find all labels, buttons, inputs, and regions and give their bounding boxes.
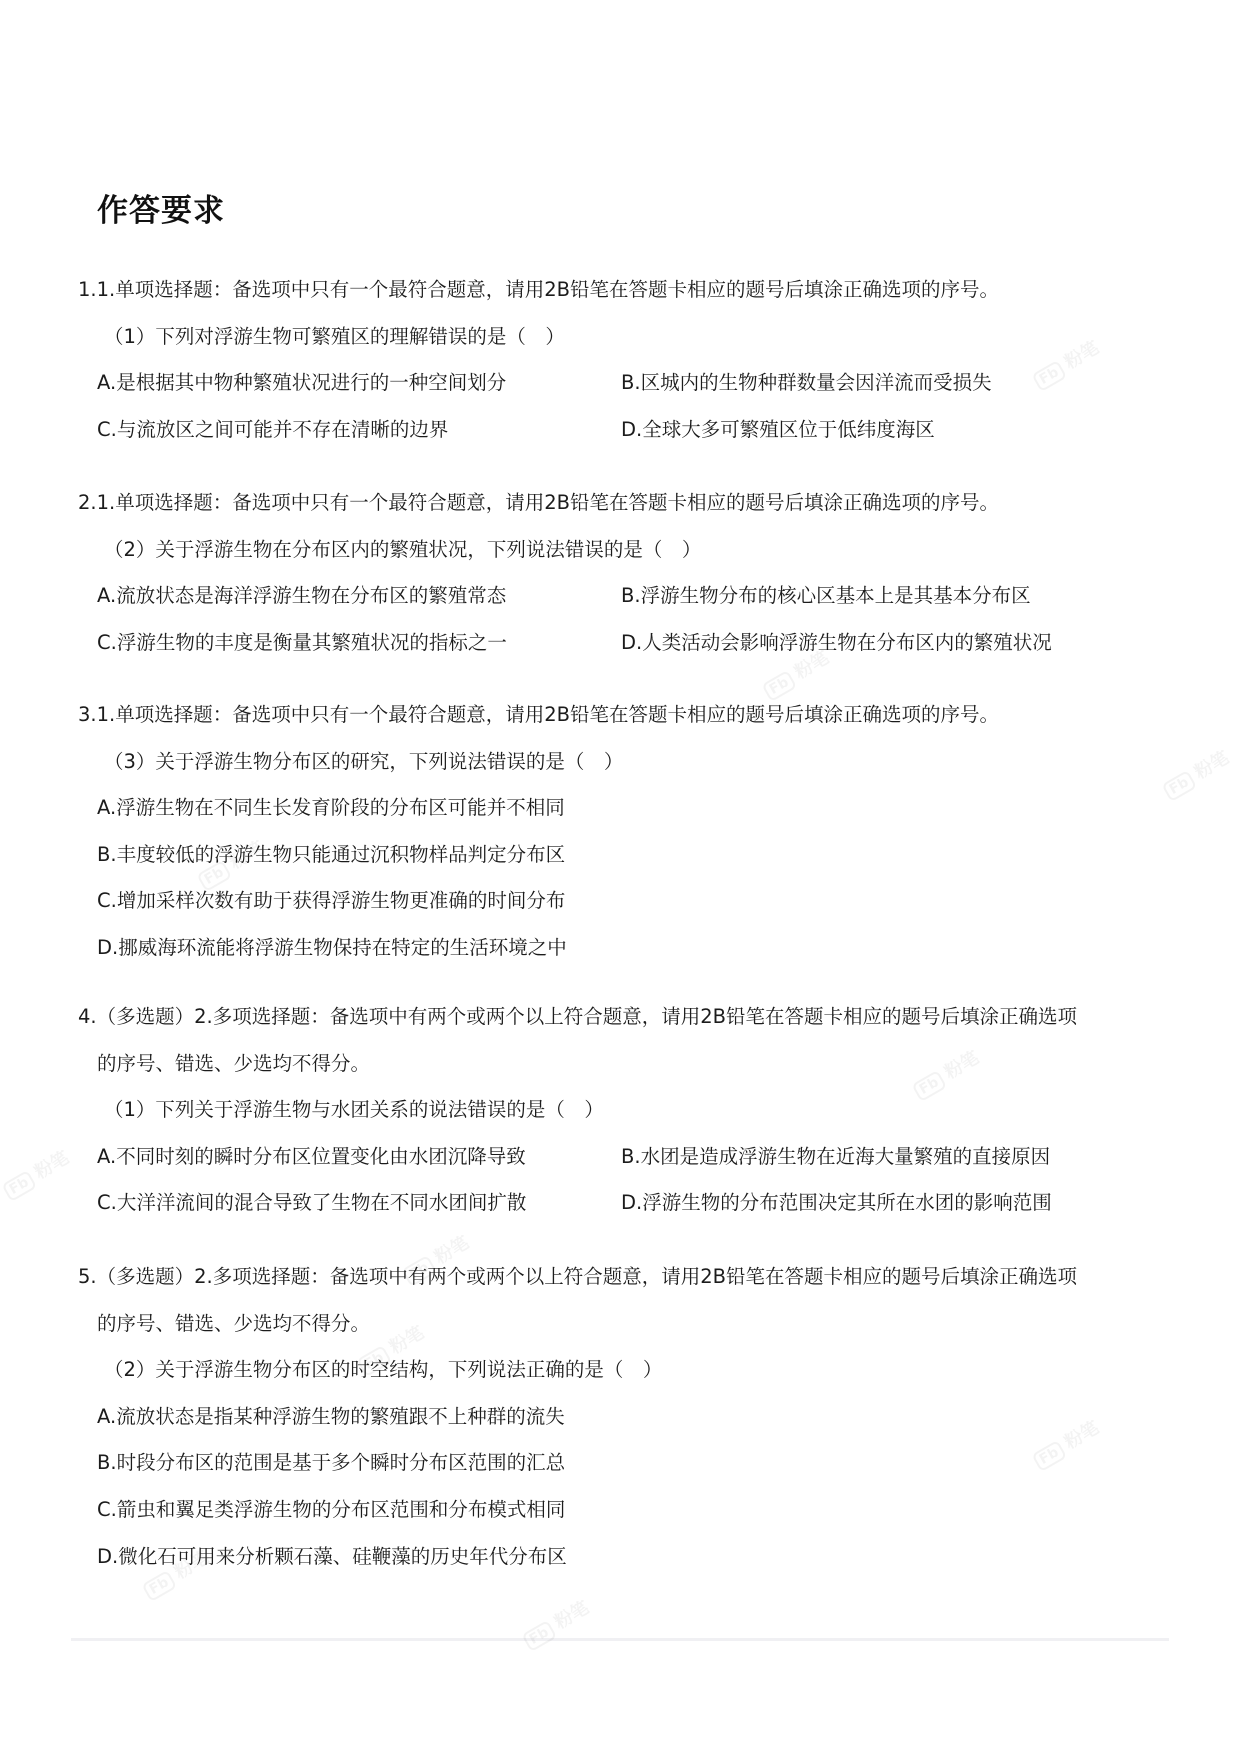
option-d[interactable]: D.全球大多可繁殖区位于低纬度海区 bbox=[621, 417, 935, 441]
option-b[interactable]: B.区城内的生物种群数量会因洋流而受损失 bbox=[621, 371, 992, 395]
option-c[interactable]: C.浮游生物的丰度是衡量其繁殖状况的指标之一 bbox=[97, 630, 507, 654]
question-stem: （1）下列对浮游生物可繁殖区的理解错误的是（ ） bbox=[104, 324, 565, 348]
option-c[interactable]: C.与流放区之间可能并不存在清晰的边界 bbox=[97, 417, 449, 441]
option-a[interactable]: A.是根据其中物种繁殖状况进行的一种空间划分 bbox=[97, 371, 507, 395]
option-b[interactable]: B.浮游生物分布的核心区基本上是其基本分布区 bbox=[621, 584, 1031, 608]
question-stem: （1）下列关于浮游生物与水团关系的说法错误的是（ ） bbox=[104, 1098, 604, 1122]
question-3 bbox=[0, 692, 1240, 972]
option-d[interactable]: D.挪威海环流能将浮游生物保持在特定的生活环境之中 bbox=[97, 935, 567, 959]
option-c[interactable]: C.箭虫和翼足类浮游生物的分布区范围和分布模式相同 bbox=[97, 1497, 566, 1521]
option-d[interactable]: D.浮游生物的分布范围决定其所在水团的影响范围 bbox=[621, 1191, 1052, 1215]
option-row bbox=[0, 620, 1240, 667]
option-a[interactable]: A.流放状态是海洋浮游生物在分布区的繁殖常态 bbox=[97, 584, 507, 608]
option-row bbox=[0, 573, 1240, 620]
watermark-logo-icon bbox=[521, 1620, 557, 1652]
page-title: 作答要求 bbox=[97, 193, 225, 229]
option-a[interactable]: A.浮游生物在不同生长发育阶段的分布区可能并不相同 bbox=[97, 796, 565, 820]
question-instruction: 5.（多选题）2.多项选择题：备选项中有两个或两个以上符合题意，请用2B铅笔在答题卡相应的题号后填涂正确选项 bbox=[78, 1265, 1077, 1288]
option-row bbox=[0, 1134, 1240, 1181]
question-instruction: 1.1.单项选择题：备选项中只有一个最符合题意，请用2B铅笔在答题卡相应的题号后填涂正确选项的序号。 bbox=[78, 278, 999, 301]
option-row bbox=[0, 407, 1240, 454]
option-d[interactable]: D.人类活动会影响浮游生物在分布区内的繁殖状况 bbox=[621, 630, 1052, 654]
option-row bbox=[0, 1180, 1240, 1227]
question-stem: （2）关于浮游生物分布区的时空结构，下列说法正确的是（ ） bbox=[104, 1358, 663, 1382]
question-instruction-cont: 的序号、错选、少选均不得分。 bbox=[97, 1051, 371, 1075]
question-instruction: 4.（多选题）2.多项选择题：备选项中有两个或两个以上符合题意，请用2B铅笔在答题卡相应的题号后填涂正确选项 bbox=[78, 1005, 1077, 1028]
option-b[interactable]: B.丰度较低的浮游生物只能通过沉积物样品判定分布区 bbox=[97, 842, 566, 866]
option-c[interactable]: C.增加采样次数有助于获得浮游生物更准确的时间分布 bbox=[97, 889, 566, 913]
page-divider bbox=[71, 1638, 1169, 1641]
question-stem: （2）关于浮游生物在分布区内的繁殖状况，下列说法错误的是（ ） bbox=[104, 537, 702, 561]
option-a[interactable]: A.流放状态是指某种浮游生物的繁殖跟不上种群的流失 bbox=[97, 1404, 565, 1428]
option-b[interactable]: B.时段分布区的范围是基于多个瞬时分布区范围的汇总 bbox=[97, 1451, 566, 1475]
question-instruction: 3.1.单项选择题：备选项中只有一个最符合题意，请用2B铅笔在答题卡相应的题号后填涂正确选项的序号。 bbox=[78, 703, 999, 726]
option-d[interactable]: D.微化石可用来分析颗石藻、硅鞭藻的历史年代分布区 bbox=[97, 1544, 567, 1568]
question-4 bbox=[0, 994, 1240, 1227]
question-stem: （3）关于浮游生物分布区的研究，下列说法错误的是（ ） bbox=[104, 749, 624, 773]
watermark bbox=[518, 1594, 593, 1652]
option-c[interactable]: C.大洋洋流间的混合导致了生物在不同水团间扩散 bbox=[97, 1191, 527, 1215]
watermark-text bbox=[551, 1597, 593, 1633]
question-1 bbox=[0, 267, 1240, 453]
question-instruction-cont: 的序号、错选、少选均不得分。 bbox=[97, 1311, 371, 1335]
question-instruction: 2.1.单项选择题：备选项中只有一个最符合题意，请用2B铅笔在答题卡相应的题号后填涂正确选项的序号。 bbox=[78, 491, 999, 514]
option-b[interactable]: B.水团是造成浮游生物在近海大量繁殖的直接原因 bbox=[621, 1144, 1051, 1168]
option-row bbox=[0, 360, 1240, 407]
option-a[interactable]: A.不同时刻的瞬时分布区位置变化由水团沉降导致 bbox=[97, 1144, 526, 1168]
question-5 bbox=[0, 1254, 1240, 1580]
question-2 bbox=[0, 480, 1240, 666]
